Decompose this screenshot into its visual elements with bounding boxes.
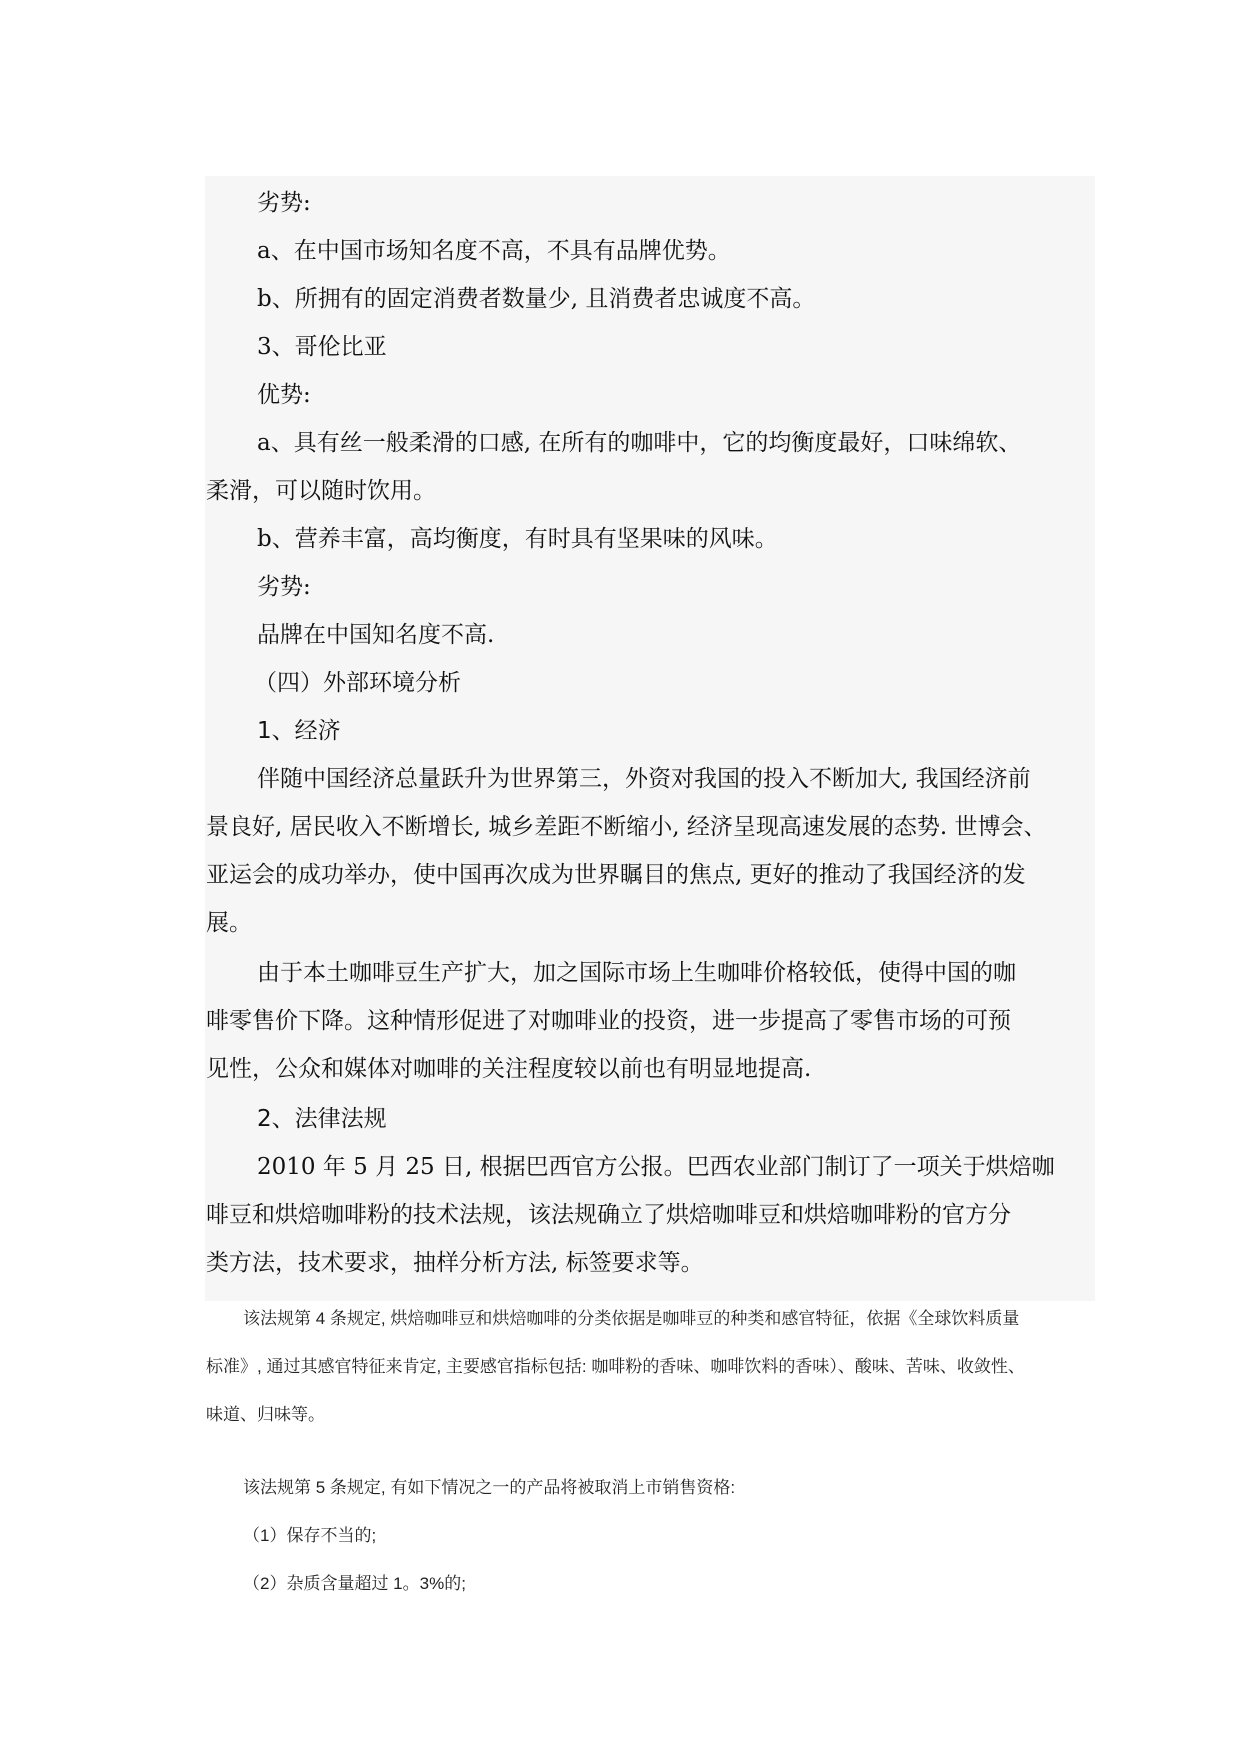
text-line: 味道、归味等。: [206, 1405, 325, 1424]
text-line: 品牌在中国知名度不高.: [257, 622, 495, 648]
text-line: 景良好, 居民收入不断增长, 城乡差距不断缩小, 经济呈现高速发展的态势. 世博会、: [206, 814, 1047, 840]
text-line: 见性，公众和媒体对咖啡的关注程度较以前也有明显地提高.: [206, 1056, 812, 1082]
section-heading: 1、经济: [257, 718, 341, 744]
text-line: a、在中国市场知名度不高，不具有品牌优势。: [257, 238, 731, 264]
text-line: 2010 年 5 月 25 日, 根据巴西官方公报。巴西农业部门制订了一项关于烘焙咖: [257, 1154, 1055, 1180]
text-line: 柔滑，可以随时饮用。: [206, 478, 436, 504]
text-line: 啡豆和烘焙咖啡粉的技术法规，该法规确立了烘焙咖啡豆和烘焙咖啡粉的官方分: [206, 1202, 1011, 1228]
text-line: 类方法，技术要求，抽样分析方法, 标签要求等。: [206, 1250, 704, 1276]
section-heading: 2、法律法规: [257, 1106, 387, 1132]
text-line: 伴随中国经济总量跃升为世界第三，外资对我国的投入不断加大, 我国经济前: [257, 766, 1031, 792]
text-line: a、具有丝一般柔滑的口感, 在所有的咖啡中，它的均衡度最好，口味绵软、: [257, 430, 1022, 456]
text-line: b、营养丰富，高均衡度，有时具有坚果味的风味。: [257, 526, 778, 552]
list-item: （2）杂质含量超过 1。3%的;: [243, 1574, 466, 1593]
text-line: 该法规第 5 条规定, 有如下情况之一的产品将被取消上市销售资格:: [243, 1478, 736, 1497]
text-line: 优势:: [257, 382, 311, 408]
text-line: 劣势:: [257, 574, 311, 600]
text-line: 展。: [206, 910, 252, 936]
text-line: 由于本土咖啡豆生产扩大，加之国际市场上生咖啡价格较低，使得中国的咖: [257, 960, 1016, 986]
text-line: 啡零售价下降。这种情形促进了对咖啡业的投资，进一步提高了零售市场的可预: [206, 1008, 1011, 1034]
text-line: 该法规第 4 条规定, 烘焙咖啡豆和烘焙咖啡的分类依据是咖啡豆的种类和感官特征，依据《全球饮料质量: [243, 1309, 1020, 1328]
text-line: 3、哥伦比亚: [257, 334, 387, 360]
text-line: 标准》, 通过其感官特征来肯定, 主要感官指标包括: 咖啡粉的香味、咖啡饮料的香味）、酸味、苦味、收敛性、: [206, 1357, 1025, 1376]
list-item: （1）保存不当的;: [243, 1526, 377, 1545]
section-heading: （四）外部环境分析: [254, 670, 461, 696]
text-line: 亚运会的成功举办，使中国再次成为世界瞩目的焦点, 更好的推动了我国经济的发: [206, 862, 1026, 888]
text-line: 劣势:: [257, 190, 311, 216]
text-line: b、所拥有的固定消费者数量少, 且消费者忠诚度不高。: [257, 286, 816, 312]
